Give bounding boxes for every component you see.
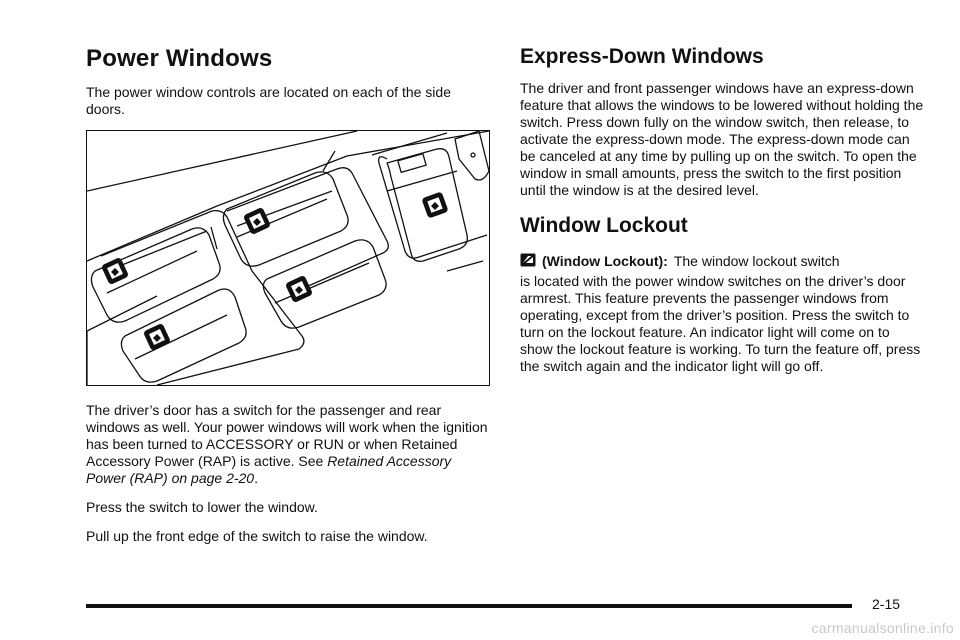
window-switch-icon xyxy=(102,258,129,285)
lockout-paragraph: is located with the power window switches on the driver’s door armrest. This feature prevents the passenger windows from operating, except from the driver’s position. Press the switch to turn on the lockout feature. An indicator light will come on to show the lockout feature is working. To turn the feature off, press the switch again and the indicator light will go off. xyxy=(520,273,921,374)
window-switch-icon xyxy=(286,276,313,303)
window-switch-icon xyxy=(244,208,271,235)
section-title-express-down: Express-Down Windows xyxy=(520,45,764,68)
section-title-power-windows: Power Windows xyxy=(86,45,273,72)
lower-window-paragraph: Press the switch to lower the window. xyxy=(86,499,318,515)
section-title-window-lockout: Window Lockout xyxy=(520,214,688,237)
page-number: 2-15 xyxy=(872,596,901,612)
window-lockout-icon xyxy=(520,253,536,267)
left-column xyxy=(86,44,490,557)
window-switch-icon xyxy=(422,192,448,218)
watermark-text: carmanualsonline.info xyxy=(811,620,954,636)
intro-paragraph: The power window controls are located on each of the side doors. xyxy=(86,84,451,117)
drivers-door-paragraph: The driver’s door has a switch for the passenger and rear windows as well. Your power windows will work when the ignition has been turned to ACCESSORY or RUN or when Retained Accessory Power (RAP) is active. See Retained Accessory Power (RAP) on page 2-20. xyxy=(86,402,488,486)
express-down-paragraph: The driver and front passenger windows have an express-down feature that allows the windows to be lowered without holding the switch. Press down fully on the window switch, then release, to activate the express-down mode. The express-down mode can be canceled at any time by pulling up on the switch. To open the window in small amounts, press the switch to the first position until the window is at the desired level. xyxy=(520,80,924,198)
rap-cross-reference-link[interactable]: Retained Accessory Power (RAP) on page 2-20 xyxy=(86,453,452,486)
window-switch-icon xyxy=(144,324,171,351)
raise-window-paragraph: Pull up the front edge of the switch to raise the window. xyxy=(86,528,428,544)
lockout-lead-line xyxy=(520,253,924,270)
footer-rule xyxy=(86,604,852,608)
power-window-switches-illustration xyxy=(86,130,490,386)
lockout-lead-text: The window lockout switch xyxy=(673,253,840,269)
lockout-term: (Window Lockout): xyxy=(542,253,668,269)
right-column xyxy=(520,44,924,387)
